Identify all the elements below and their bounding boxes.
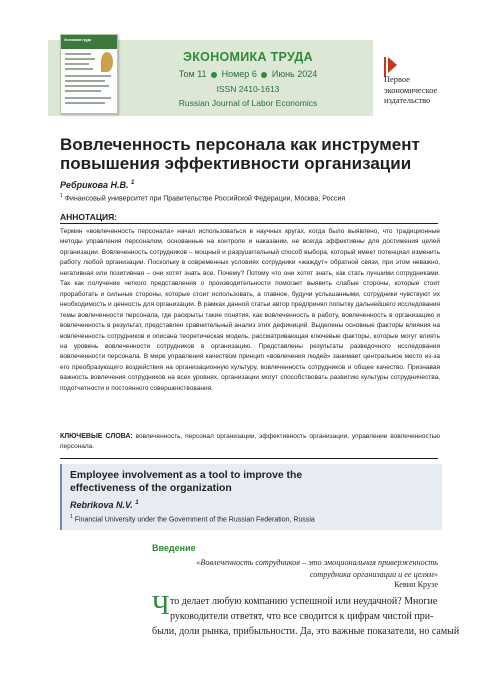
author-affiliation — [60, 193, 345, 202]
cover-text-line — [65, 90, 101, 92]
author-affiliation-marker: 1 — [130, 180, 135, 186]
journal-volume: Том 11 — [178, 69, 207, 79]
affiliation-text: Финансовый университет при Правительстве Российской Федерации, Москва, Россия — [64, 195, 346, 203]
introduction-heading: Введение — [152, 543, 196, 553]
keywords-label: КЛЮЧЕВЫЕ СЛОВА: — [60, 433, 133, 440]
english-author — [70, 500, 139, 510]
publisher-line: экономическое — [384, 85, 438, 95]
cover-title: Экономика труда — [64, 38, 92, 42]
publisher-logo-bar — [384, 57, 386, 77]
cover-text-line — [65, 102, 105, 104]
publisher-line: Первое — [384, 75, 410, 84]
keywords — [60, 432, 440, 452]
journal-issue-number: Номер 6 — [221, 69, 257, 79]
epigraph-line: «Вовлеченность сотрудников – это эмоциональная приверженность — [196, 558, 438, 567]
affiliation-marker: 1 — [60, 193, 63, 199]
bullet-icon — [211, 72, 217, 78]
keywords-text: вовлеченность, персонал организации, эффективность организации, управление вовлеченностью персонала. — [60, 433, 440, 450]
author-name: Ребрикова Н.В. — [60, 180, 129, 190]
introduction-body — [152, 590, 460, 639]
english-author-marker: 1 — [135, 500, 139, 506]
epigraph-author: Кевин Крузе — [394, 580, 438, 589]
keywords-divider — [60, 458, 438, 459]
journal-cover-thumbnail — [60, 34, 118, 114]
cover-text-line — [65, 68, 93, 70]
body-line: были, доли рынка, прибыльности. Да, это важные показатели, но самый — [152, 626, 460, 637]
article-title: Вовлеченность персонала как инструмент повышения эффективности организации — [60, 135, 420, 173]
english-affiliation-text: Financial University under the Government of the Russian Federation, Russia — [74, 516, 315, 524]
english-author-name: Rebrikova N.V. — [70, 500, 133, 510]
cover-top-bar — [61, 35, 117, 49]
body-line: руководители ответят, что все сводится к цифрам чистой при- — [170, 611, 434, 622]
cover-text-line — [65, 58, 95, 60]
cover-text-line — [65, 97, 111, 99]
cover-emblem-icon — [101, 52, 113, 72]
cover-text-line — [65, 85, 109, 87]
abstract-heading: АННОТАЦИЯ: — [60, 212, 118, 222]
body-line: то делает любую компанию успешной или неудачной? Многие — [170, 596, 438, 607]
journal-name-english: Russian Journal of Labor Economics — [178, 98, 318, 108]
english-affiliation — [70, 514, 315, 523]
journal-issue-info — [158, 69, 338, 79]
epigraph-line: сотрудника организации и ее целям» — [309, 570, 438, 579]
cover-text-line — [65, 75, 111, 77]
epigraph-quote — [160, 557, 438, 581]
abstract-divider — [60, 223, 438, 224]
publisher-logo-icon — [388, 57, 397, 73]
publisher-name — [384, 75, 474, 107]
bullet-icon — [261, 72, 267, 78]
cover-text-line — [65, 63, 89, 65]
article-author — [60, 180, 134, 190]
drop-cap: Ч — [152, 590, 170, 620]
journal-issn: ISSN 2410-1613 — [216, 84, 280, 94]
abstract-text: Термин «вовлеченность персонала» начал использоваться в научных кругах, когда было выявлено, что традиционные методы управления персоналом, основанные на контроле и наказании, не всегда эффективны для достижения целей организации. Вовлеченность сотрудников – мощный и разрушительный способ выбора, который имеет потенциал изменить работу любой организации. Поскольку в современных условиях сотрудники «жаждут» обратной связи, при этом неважно, негативная или позитивная – они хотят знать все. Почему? Потому что они хотят знать, как стать лучшими сотрудниками. Так как получение четкого представления о производительности помогает выявить слабые стороны, которые стоит проработать и сильные стороны, которые стоит использовать, а главное, будучи услышанными, сотрудники чувствуют их необходимость и ценность для организации. В рамках данной статьи автор предпринял попытку дальнейшего исследования темы вовлеченности персонала, где раскрыты такие понятия, как вовлеченность в работу, вовлеченность в организацию и вовлеченность в результат, представлен сравнительный анализ этих дефиниций. Выделены основные факторы влияния на вовлеченность сотрудников и описана теоретическая модель, рассматривающая ключевые факторы, которые могут влиять на уровень вовлеченности сотрудников в организацию. Представлены результаты разведочного исследования вовлеченности персонала. В мире управления качеством принцип «вовлечения людей» занимает центральное место из-за его преобразующего воздействия на организационную культуру, вовлеченность сотрудников и общее качество. Признавая важность вовлечения сотрудников на всех уровнях, организации могут способствовать развитию культуры сотрудничества, подотчетности и постоянного совершенствования. — [60, 228, 440, 392]
cover-text-line — [65, 53, 91, 55]
english-title: Employee involvement as a tool to improve the effectiveness of the organization — [70, 470, 303, 494]
journal-date: Июнь 2024 — [271, 69, 318, 79]
english-affiliation-marker: 1 — [70, 514, 73, 520]
cover-text-line — [65, 80, 105, 82]
publisher-line: издательство — [384, 96, 431, 105]
journal-title: ЭКОНОМИКА ТРУДА — [183, 50, 313, 64]
